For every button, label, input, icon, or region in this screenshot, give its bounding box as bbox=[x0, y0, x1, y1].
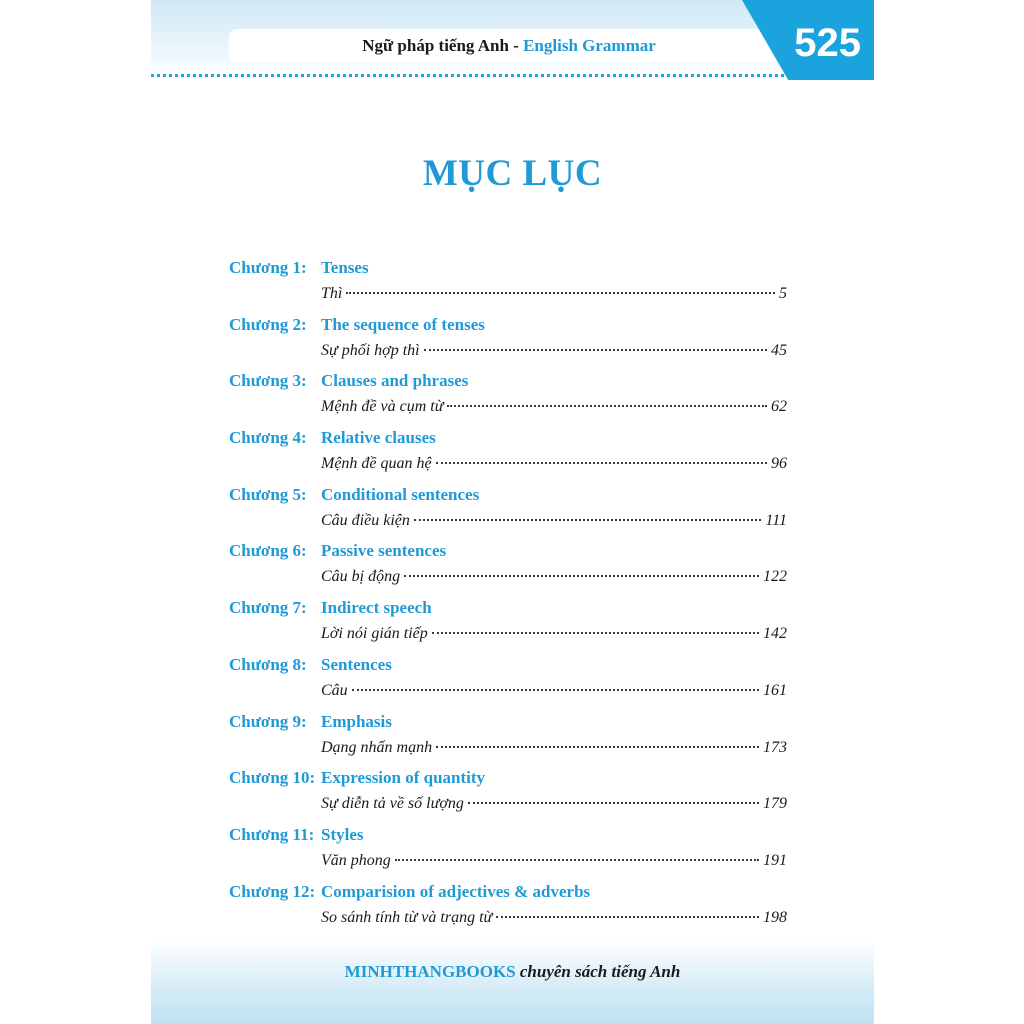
chapter-heading bbox=[229, 256, 369, 280]
dot-leader bbox=[468, 802, 759, 804]
toc-entry[interactable] bbox=[229, 880, 789, 937]
running-title-en: English Grammar bbox=[523, 36, 656, 55]
chapter-title: Indirect speech bbox=[321, 598, 432, 618]
chapter-subtitle: Lời nói gián tiếp bbox=[321, 625, 428, 643]
chapter-title: Comparision of adjectives & adverbs bbox=[321, 881, 591, 901]
chapter-heading bbox=[229, 653, 392, 677]
chapter-label: Chương 9: bbox=[229, 711, 307, 731]
chapter-page-number: 173 bbox=[763, 738, 787, 756]
chapter-subtitle: Câu điều kiện bbox=[321, 511, 410, 529]
chapter-heading bbox=[229, 823, 364, 847]
chapter-label: Chương 2: bbox=[229, 314, 307, 334]
chapter-subtitle-line bbox=[321, 736, 787, 760]
chapter-title: Styles bbox=[321, 824, 364, 844]
chapter-title: Expression of quantity bbox=[321, 768, 486, 788]
dot-leader bbox=[432, 632, 759, 634]
toc-entry[interactable] bbox=[229, 313, 789, 370]
chapter-subtitle-line bbox=[321, 679, 787, 703]
chapter-subtitle: So sánh tính từ và trạng từ bbox=[321, 908, 493, 926]
chapter-label: Chương 12: bbox=[229, 881, 316, 901]
chapter-subtitle-line bbox=[321, 452, 787, 476]
chapter-page-number: 45 bbox=[771, 341, 787, 359]
chapter-heading bbox=[229, 766, 485, 790]
dot-leader bbox=[436, 462, 767, 464]
chapter-subtitle-line bbox=[321, 509, 787, 533]
chapter-page-number: 142 bbox=[763, 625, 787, 643]
chapter-label: Chương 4: bbox=[229, 428, 307, 448]
dot-leader bbox=[424, 349, 767, 351]
toc-entry[interactable] bbox=[229, 823, 789, 880]
chapter-label: Chương 5: bbox=[229, 484, 307, 504]
running-title-vn: Ngữ pháp tiếng Anh - bbox=[362, 36, 524, 55]
chapter-label: Chương 11: bbox=[229, 824, 315, 844]
chapter-subtitle: Văn phong bbox=[321, 851, 391, 869]
toc-entry[interactable] bbox=[229, 426, 789, 483]
chapter-title: Sentences bbox=[321, 654, 392, 674]
toc-entry[interactable] bbox=[229, 539, 789, 596]
chapter-label: Chương 8: bbox=[229, 654, 307, 674]
chapter-label: Chương 6: bbox=[229, 541, 307, 561]
footer-tagline: chuyên sách tiếng Anh bbox=[515, 962, 681, 981]
chapter-title: Tenses bbox=[321, 258, 369, 277]
chapter-subtitle-line bbox=[321, 906, 787, 930]
dot-leader bbox=[404, 575, 759, 577]
toc-entry[interactable] bbox=[229, 369, 789, 426]
header-dotted-divider bbox=[151, 74, 874, 77]
chapter-subtitle-line bbox=[321, 395, 787, 419]
chapter-subtitle-line bbox=[321, 622, 787, 646]
toc-entry[interactable] bbox=[229, 256, 789, 313]
chapter-page-number: 122 bbox=[763, 568, 787, 586]
table-of-contents bbox=[229, 256, 789, 936]
chapter-heading bbox=[229, 483, 479, 507]
chapter-title: Passive sentences bbox=[321, 541, 447, 561]
chapter-heading bbox=[229, 710, 392, 734]
chapter-subtitle: Thì bbox=[321, 285, 343, 302]
chapter-title: Relative clauses bbox=[321, 428, 436, 448]
chapter-subtitle: Sự phối hợp thì bbox=[321, 341, 420, 359]
book-page bbox=[151, 0, 874, 1024]
dot-leader bbox=[447, 405, 767, 407]
page-number: 525 bbox=[794, 21, 861, 65]
running-title bbox=[229, 29, 789, 62]
chapter-heading bbox=[229, 369, 468, 393]
chapter-subtitle-line bbox=[321, 792, 787, 816]
chapter-subtitle: Sự diễn tả về số lượng bbox=[321, 795, 464, 813]
chapter-heading bbox=[229, 313, 485, 337]
chapter-label: Chương 7: bbox=[229, 598, 307, 618]
chapter-subtitle-line bbox=[321, 339, 787, 363]
chapter-heading bbox=[229, 596, 432, 620]
chapter-heading bbox=[229, 880, 590, 904]
chapter-page-number: 111 bbox=[765, 511, 787, 529]
chapter-subtitle-line bbox=[321, 282, 787, 306]
chapter-subtitle-line bbox=[321, 849, 787, 873]
chapter-title: Clauses and phrases bbox=[321, 371, 469, 391]
chapter-page-number: 191 bbox=[763, 851, 787, 869]
chapter-heading bbox=[229, 539, 446, 563]
chapter-label: Chương 1: bbox=[229, 258, 307, 277]
page-header bbox=[151, 0, 874, 80]
dot-leader bbox=[395, 859, 759, 861]
chapter-page-number: 179 bbox=[763, 795, 787, 813]
page-footer bbox=[151, 940, 874, 1024]
chapter-subtitle: Mệnh đề và cụm từ bbox=[321, 398, 444, 416]
chapter-page-number: 198 bbox=[763, 908, 787, 926]
chapter-title: The sequence of tenses bbox=[321, 314, 485, 334]
chapter-page-number: 5 bbox=[779, 285, 787, 302]
toc-entry[interactable] bbox=[229, 596, 789, 653]
toc-entry[interactable] bbox=[229, 483, 789, 540]
chapter-subtitle-line bbox=[321, 565, 787, 589]
toc-entry[interactable] bbox=[229, 653, 789, 710]
toc-heading: MỤC LỤC bbox=[422, 153, 603, 194]
footer-brand: MINHTHANGBOOKS bbox=[344, 962, 516, 981]
dot-leader bbox=[352, 689, 759, 691]
chapter-title: Conditional sentences bbox=[321, 484, 480, 504]
chapter-page-number: 161 bbox=[763, 681, 787, 699]
dot-leader bbox=[436, 746, 759, 748]
toc-entry[interactable] bbox=[229, 766, 789, 823]
toc-entry[interactable] bbox=[229, 710, 789, 767]
chapter-heading bbox=[229, 426, 436, 450]
chapter-title: Emphasis bbox=[321, 711, 392, 731]
chapter-label: Chương 3: bbox=[229, 371, 307, 391]
chapter-subtitle: Câu bbox=[321, 681, 348, 699]
chapter-page-number: 62 bbox=[771, 398, 787, 416]
chapter-page-number: 96 bbox=[771, 455, 787, 473]
chapter-subtitle: Dạng nhấn mạnh bbox=[321, 738, 433, 756]
footer-text bbox=[151, 962, 874, 982]
dot-leader bbox=[346, 292, 775, 294]
dot-leader bbox=[414, 519, 762, 521]
dot-leader bbox=[496, 916, 759, 918]
chapter-subtitle: Mệnh đề quan hệ bbox=[321, 455, 432, 473]
chapter-subtitle: Câu bị động bbox=[321, 568, 401, 586]
chapter-label: Chương 10: bbox=[229, 768, 316, 788]
